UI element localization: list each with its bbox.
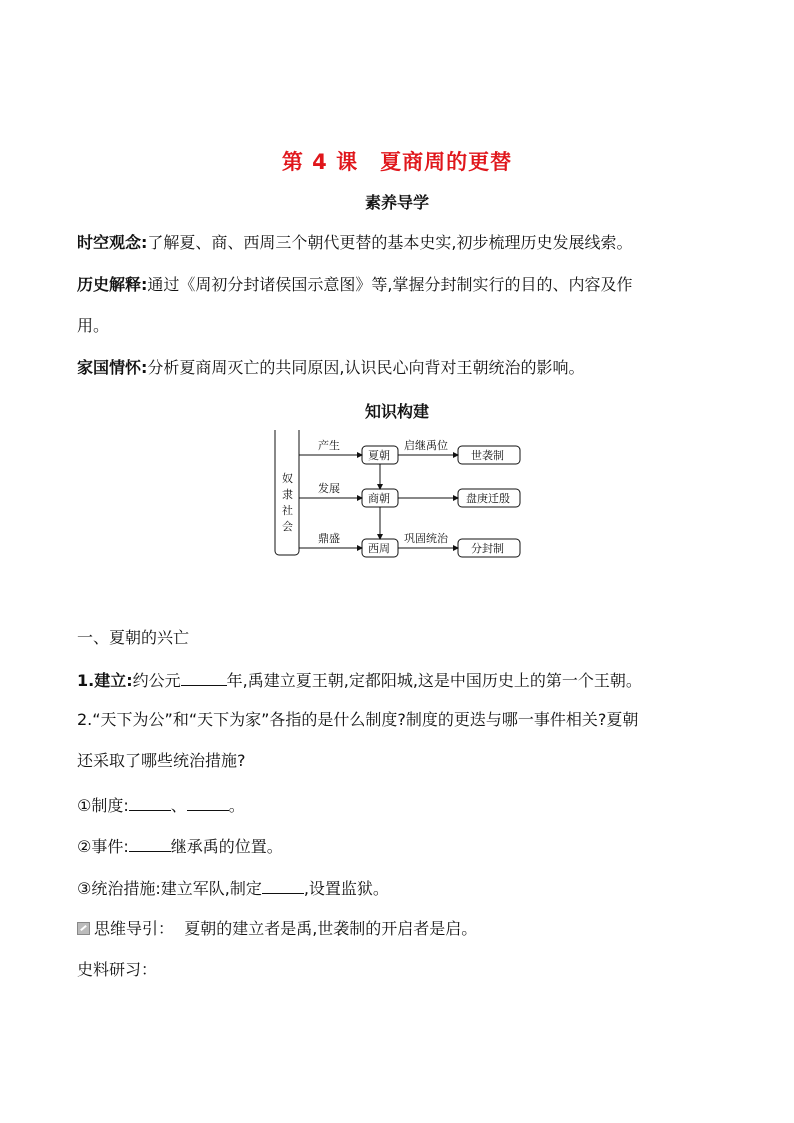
research-label: 史料研习： [77, 960, 158, 979]
guide-item-3 [77, 358, 727, 378]
knowledge-diagram [270, 430, 530, 560]
guide-item-label: 时空观念: [77, 233, 148, 252]
answer-blank[interactable] [262, 877, 304, 894]
subquestion-3 [77, 877, 727, 899]
left-box-char: 隶 [282, 488, 293, 501]
arrow-label: 巩固统治 [404, 532, 448, 545]
subquestion-text: ②事件: [77, 837, 129, 856]
guide-item-label: 家国情怀: [77, 358, 148, 377]
subquestion-1 [77, 794, 727, 816]
question-2-line1: 2.“天下为公”和“天下为家”各指的是什么制度?制度的更迭与哪一事件相关?夏朝 [77, 710, 639, 729]
branch-verb: 鼎盛 [318, 532, 340, 545]
guide-heading: 素养导学 [364, 193, 429, 212]
subquestion-text: ①制度: [77, 796, 129, 815]
dynasty-label: 商朝 [368, 492, 390, 505]
arrow-label: 启继禹位 [404, 439, 448, 452]
question-text: 约公元 [132, 671, 181, 690]
answer-blank[interactable] [181, 669, 227, 686]
guide-item-text: 分析夏商周灭亡的共同原因,认识民心向背对王朝统治的影响。 [147, 358, 585, 377]
left-box-char: 会 [282, 520, 293, 533]
question-text: 年,禹建立夏王朝,定都阳城,这是中国历史上的第一个王朝。 [226, 671, 642, 690]
guide-item-2 [77, 275, 727, 295]
branch-verb: 产生 [318, 439, 340, 452]
result-label: 世袭制 [471, 449, 504, 462]
dynasty-label: 夏朝 [368, 449, 390, 462]
result-label: 分封制 [471, 542, 504, 555]
question-2-line2: 还采取了哪些统治措施? [77, 751, 246, 770]
dynasty-label: 西周 [368, 542, 390, 555]
left-box-char: 奴 [282, 472, 293, 485]
hint-text: 夏朝的建立者是禹,世袭制的开启者是启。 [184, 919, 478, 938]
left-box-char: 社 [282, 504, 293, 517]
subquestion-text: 继承禹的位置。 [170, 837, 283, 856]
guide-item-1 [77, 233, 727, 253]
subquestion-text: ③统治措施:建立军队,制定 [77, 879, 262, 898]
branch-verb: 发展 [318, 482, 340, 495]
guide-item-text: 了解夏、商、西周三个朝代更替的基本史实,初步梳理历史发展线索。 [147, 233, 633, 252]
hint-label: 思维导引： [94, 919, 175, 938]
guide-item-label: 历史解释: [77, 275, 148, 294]
question-label: 1.建立: [77, 671, 133, 690]
answer-blank[interactable] [187, 794, 229, 811]
separator: 。 [228, 796, 245, 815]
answer-blank[interactable] [129, 835, 171, 852]
result-label: 盘庚迁殷 [466, 492, 510, 505]
guide-item-text: 通过《周初分封诸侯国示意图》等,掌握分封制实行的目的、内容及作 [147, 275, 633, 294]
subquestion-text: ,设置监狱。 [303, 879, 389, 898]
hint-icon [77, 922, 90, 935]
subquestion-2 [77, 835, 727, 857]
part1-heading: 一、夏朝的兴亡 [77, 628, 190, 647]
separator: 、 [170, 796, 187, 815]
lesson-title: 第 4 课 夏商周的更替 [281, 150, 513, 174]
answer-blank[interactable] [129, 794, 171, 811]
guide-item-2-continued: 用。 [77, 316, 110, 335]
thinking-hint [77, 919, 727, 939]
question-1 [77, 669, 727, 691]
knowledge-heading: 知识构建 [364, 402, 429, 421]
